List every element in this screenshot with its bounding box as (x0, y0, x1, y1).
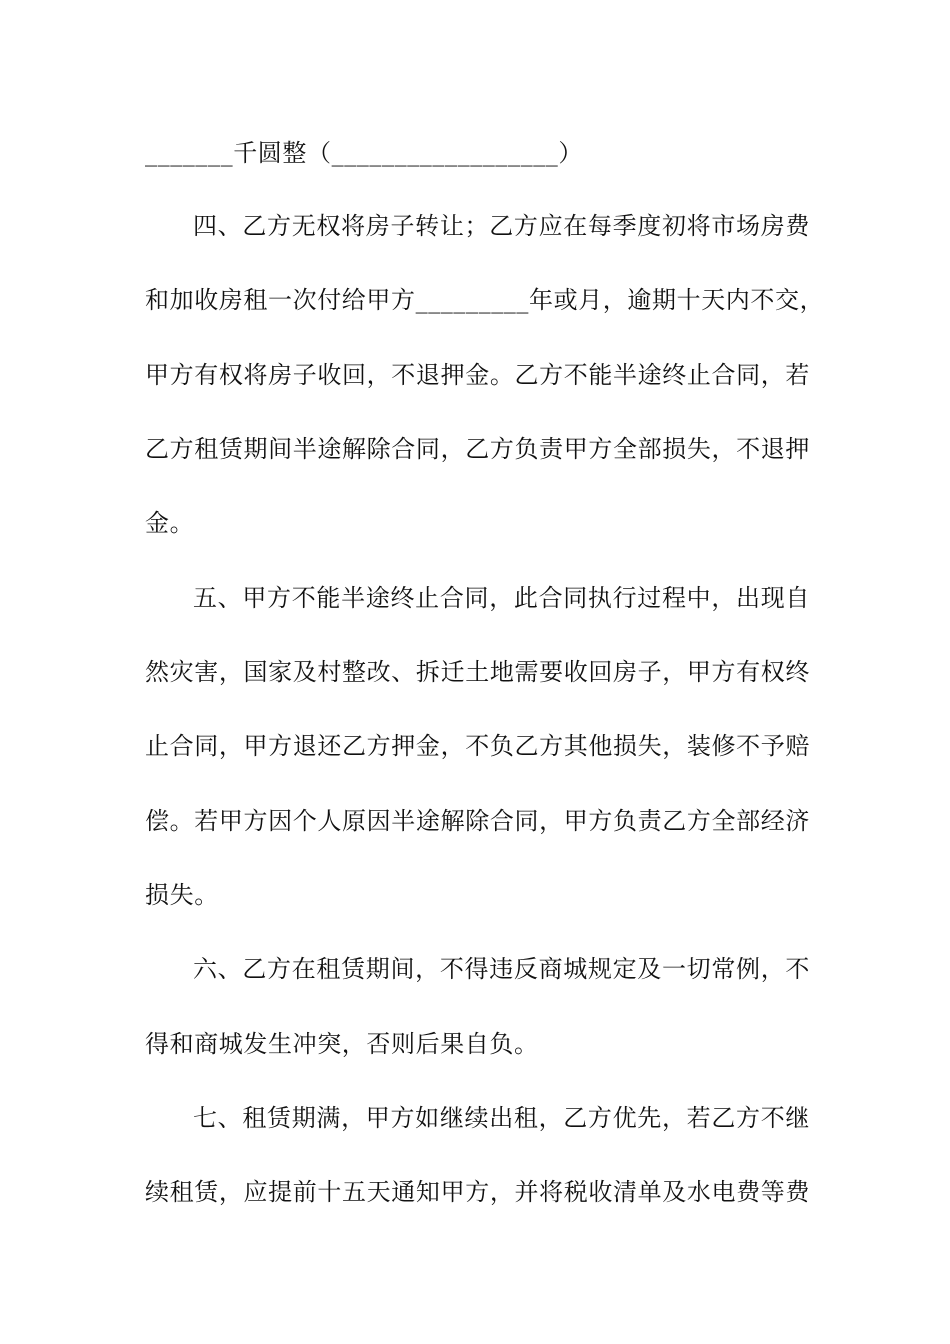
clause-4-line-4: 乙方租赁期间半途解除合同，乙方负责甲方全部损失，不退押 (145, 435, 810, 463)
clause-5-line-1: 五、甲方不能半途终止合同，此合同执行过程中，出现自 (193, 584, 810, 612)
clause-4-line-3: 甲方有权将房子收回，不退押金。乙方不能半途终止合同，若 (145, 361, 810, 389)
clause-7-line-1: 七、租赁期满，甲方如继续出租，乙方优先，若乙方不继 (193, 1104, 810, 1132)
clause-5-line-2: 然灾害，国家及村整改、拆迁土地需要收回房子，甲方有权终 (145, 658, 810, 686)
clause-4-line-5: 金。 (145, 509, 195, 537)
clause-5-line-4: 偿。若甲方因个人原因半途解除合同，甲方负责乙方全部经济 (145, 807, 810, 835)
clause-4-line-2: 和加收房租一次付给甲方_________年或月，逾期十天内不交， (145, 286, 825, 314)
clause-7-line-2: 续租赁，应提前十五天通知甲方，并将税收清单及水电费等费 (145, 1178, 810, 1206)
clause-5-line-3: 止合同，甲方退还乙方押金，不负乙方其他损失，装修不予赔 (145, 732, 810, 760)
text-line-amount-blank: _______千圆整（__________________） (145, 139, 583, 167)
clause-4-line-1: 四、乙方无权将房子转让；乙方应在每季度初将市场房费 (193, 212, 810, 240)
clause-6-line-1: 六、乙方在租赁期间，不得违反商城规定及一切常例，不 (193, 955, 810, 983)
clause-6-line-2: 得和商城发生冲突，否则后果自负。 (145, 1030, 539, 1058)
clause-5-line-5: 损失。 (145, 881, 219, 909)
